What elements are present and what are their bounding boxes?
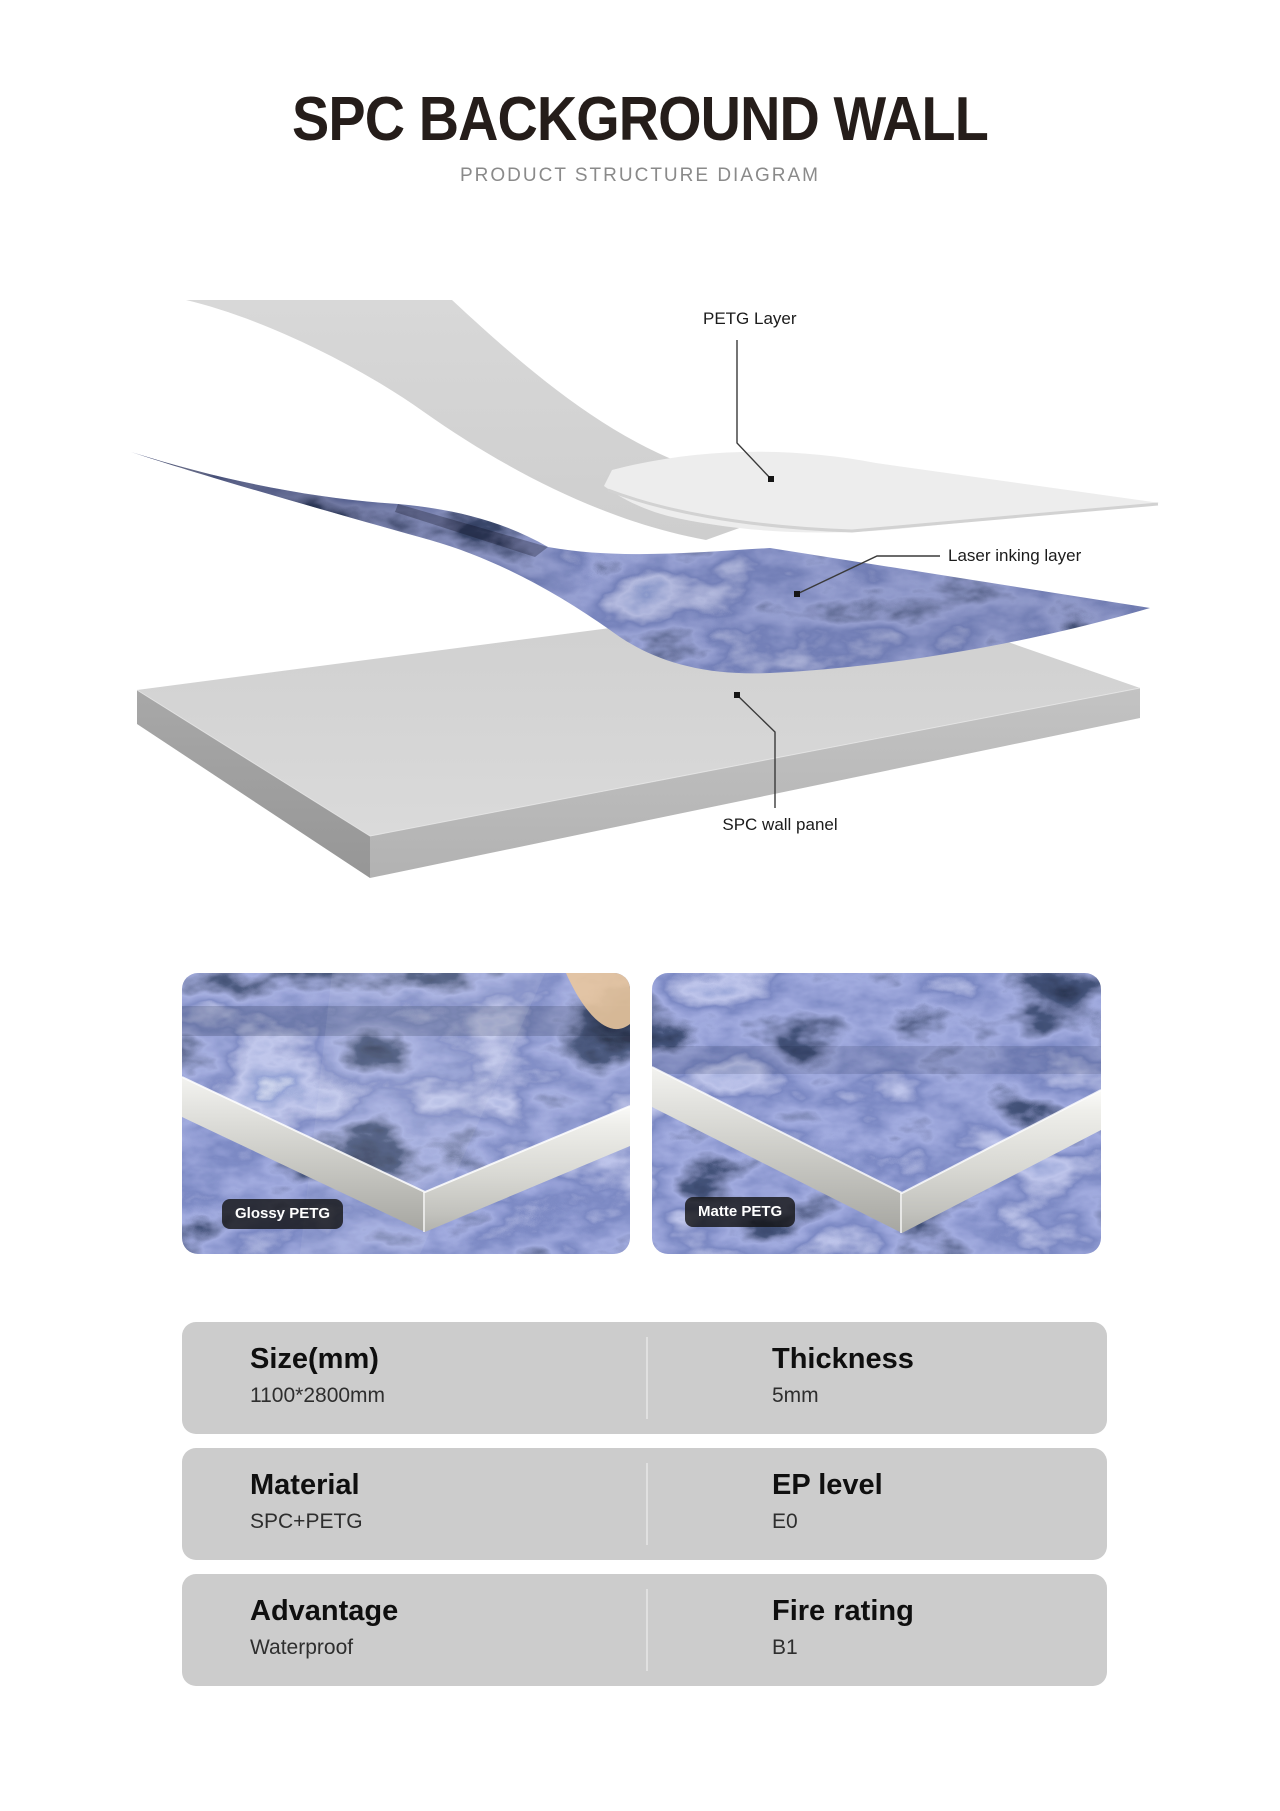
page-subtitle: PRODUCT STRUCTURE DIAGRAM <box>460 165 820 186</box>
spec-value: 1100*2800mm <box>250 1384 386 1407</box>
spec-value: B1 <box>772 1636 798 1659</box>
callout-spc-wall-panel: SPC wall panel <box>722 815 838 834</box>
spec-label: Advantage <box>250 1595 399 1627</box>
spec-thickness <box>772 1322 914 1434</box>
spec-divider <box>646 1463 648 1545</box>
spec-value: SPC+PETG <box>250 1510 363 1533</box>
spec-card-size-thickness <box>182 1322 1107 1434</box>
spec-label: EP level <box>772 1469 883 1501</box>
spec-label: Material <box>250 1469 360 1501</box>
spec-label: Thickness <box>772 1343 914 1375</box>
spec-material <box>250 1448 363 1560</box>
spec-label: Size(mm) <box>250 1343 379 1375</box>
spec-value: E0 <box>772 1510 798 1533</box>
page-title: SPC BACKGROUND WALL <box>292 85 988 154</box>
spec-advantage <box>250 1574 398 1686</box>
callout-petg-layer: PETG Layer <box>703 309 797 328</box>
callout-laser-inking-layer: Laser inking layer <box>948 546 1082 565</box>
spec-value: 5mm <box>772 1384 819 1407</box>
spec-label: Fire rating <box>772 1595 914 1627</box>
spec-divider <box>646 1589 648 1671</box>
spec-card-material-ep <box>182 1448 1107 1560</box>
glossy-petg-badge: Glossy PETG <box>222 1199 343 1229</box>
spec-size <box>250 1322 385 1434</box>
spec-value: Waterproof <box>250 1636 354 1659</box>
spec-card-advantage-fire <box>182 1574 1107 1686</box>
spec-fire-rating <box>772 1574 914 1686</box>
spec-ep-level <box>772 1448 883 1560</box>
spec-divider <box>646 1337 648 1419</box>
matte-petg-badge: Matte PETG <box>685 1197 795 1227</box>
